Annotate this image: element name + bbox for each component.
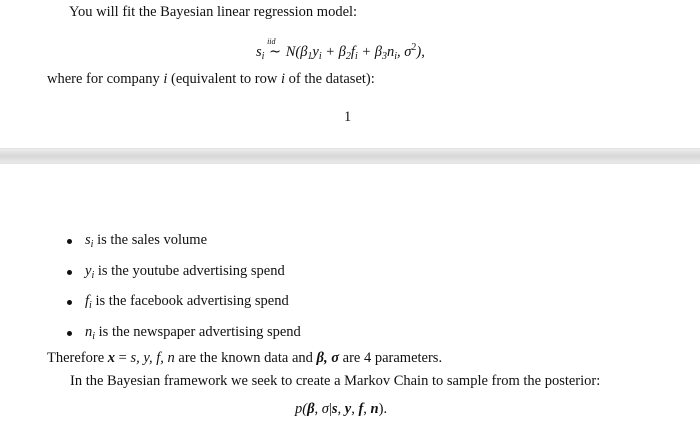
bullet-sub: i — [91, 270, 95, 281]
therefore-data-vars: s, y, f, n — [130, 350, 175, 366]
therefore-params: β, σ — [316, 350, 340, 366]
posterior-sigma: σ — [321, 401, 329, 417]
eq-lhs-sub: i — [261, 51, 265, 62]
posterior-comma: , — [351, 401, 359, 417]
posterior-comma: , — [363, 401, 371, 417]
bullet-text: is the sales volume — [93, 232, 208, 248]
therefore-prefix: Therefore — [47, 350, 108, 366]
posterior-s: s — [331, 401, 338, 417]
where-var2: i — [280, 71, 285, 87]
posterior-bar: | — [328, 401, 332, 417]
bullet-text: is the youtube advertising spend — [94, 263, 285, 279]
bullet-sub: i — [90, 239, 94, 250]
posterior-n: n — [370, 401, 379, 417]
posterior-f: f — [358, 401, 364, 417]
bullet-dot — [67, 270, 72, 275]
where-suffix: of the dataset): — [284, 71, 375, 87]
therefore-suffix: are 4 parameters. — [339, 350, 443, 366]
therefore-eq: = — [115, 350, 131, 366]
where-line — [47, 70, 375, 88]
therefore-middle: are the known data and — [174, 350, 317, 366]
posterior-y: y — [344, 401, 352, 417]
bullet-dot — [67, 331, 72, 336]
bullet-var: y — [85, 263, 92, 279]
iid-relation — [267, 37, 282, 61]
bullet-text: is the newspaper advertising spend — [95, 324, 301, 340]
list-item — [85, 231, 207, 254]
where-middle: (equivalent to row — [167, 71, 281, 87]
posterior-p: p( — [295, 401, 308, 417]
intro-text — [69, 3, 357, 21]
model-equation — [256, 39, 425, 66]
bullet-dot — [67, 239, 72, 244]
posterior-comma: , — [337, 401, 345, 417]
iid-label: iid — [267, 37, 276, 46]
posterior-sep: , — [314, 401, 322, 417]
bullet-dot — [67, 300, 72, 305]
where-var: i — [163, 71, 168, 87]
bullet-sub: i — [89, 300, 92, 311]
eq-rhs: $N(\beta_1y_i + \beta_2f_i + \beta_3n_i$, $\sigma^2$), — [285, 42, 425, 62]
eq-lhs: s — [256, 44, 262, 60]
bullet-var: f — [85, 293, 90, 309]
bullet-var: s — [85, 232, 91, 248]
posterior-beta: β — [307, 401, 315, 417]
intro-sentence: You will fit the Bayesian linear regression model: — [69, 4, 358, 20]
bayes-line: In the Bayesian framework we seek to create a Markov Chain to sample from the posterior: — [70, 373, 601, 389]
where-prefix: where for company — [47, 71, 164, 87]
bullet-var: n — [85, 324, 93, 340]
therefore-x: x — [107, 350, 116, 366]
bullet-text: is the facebook advertising spend — [91, 293, 289, 309]
posterior-end: ). — [378, 401, 388, 417]
list-item — [85, 262, 285, 285]
bullet-sub: i — [92, 331, 96, 342]
posterior-expression — [295, 400, 387, 418]
list-item — [85, 323, 301, 346]
list-item — [85, 292, 289, 315]
therefore-line — [47, 349, 442, 367]
page-separator — [0, 148, 700, 164]
page-number: 1 — [344, 109, 352, 125]
tilde-symbol: ∼ — [268, 44, 282, 60]
